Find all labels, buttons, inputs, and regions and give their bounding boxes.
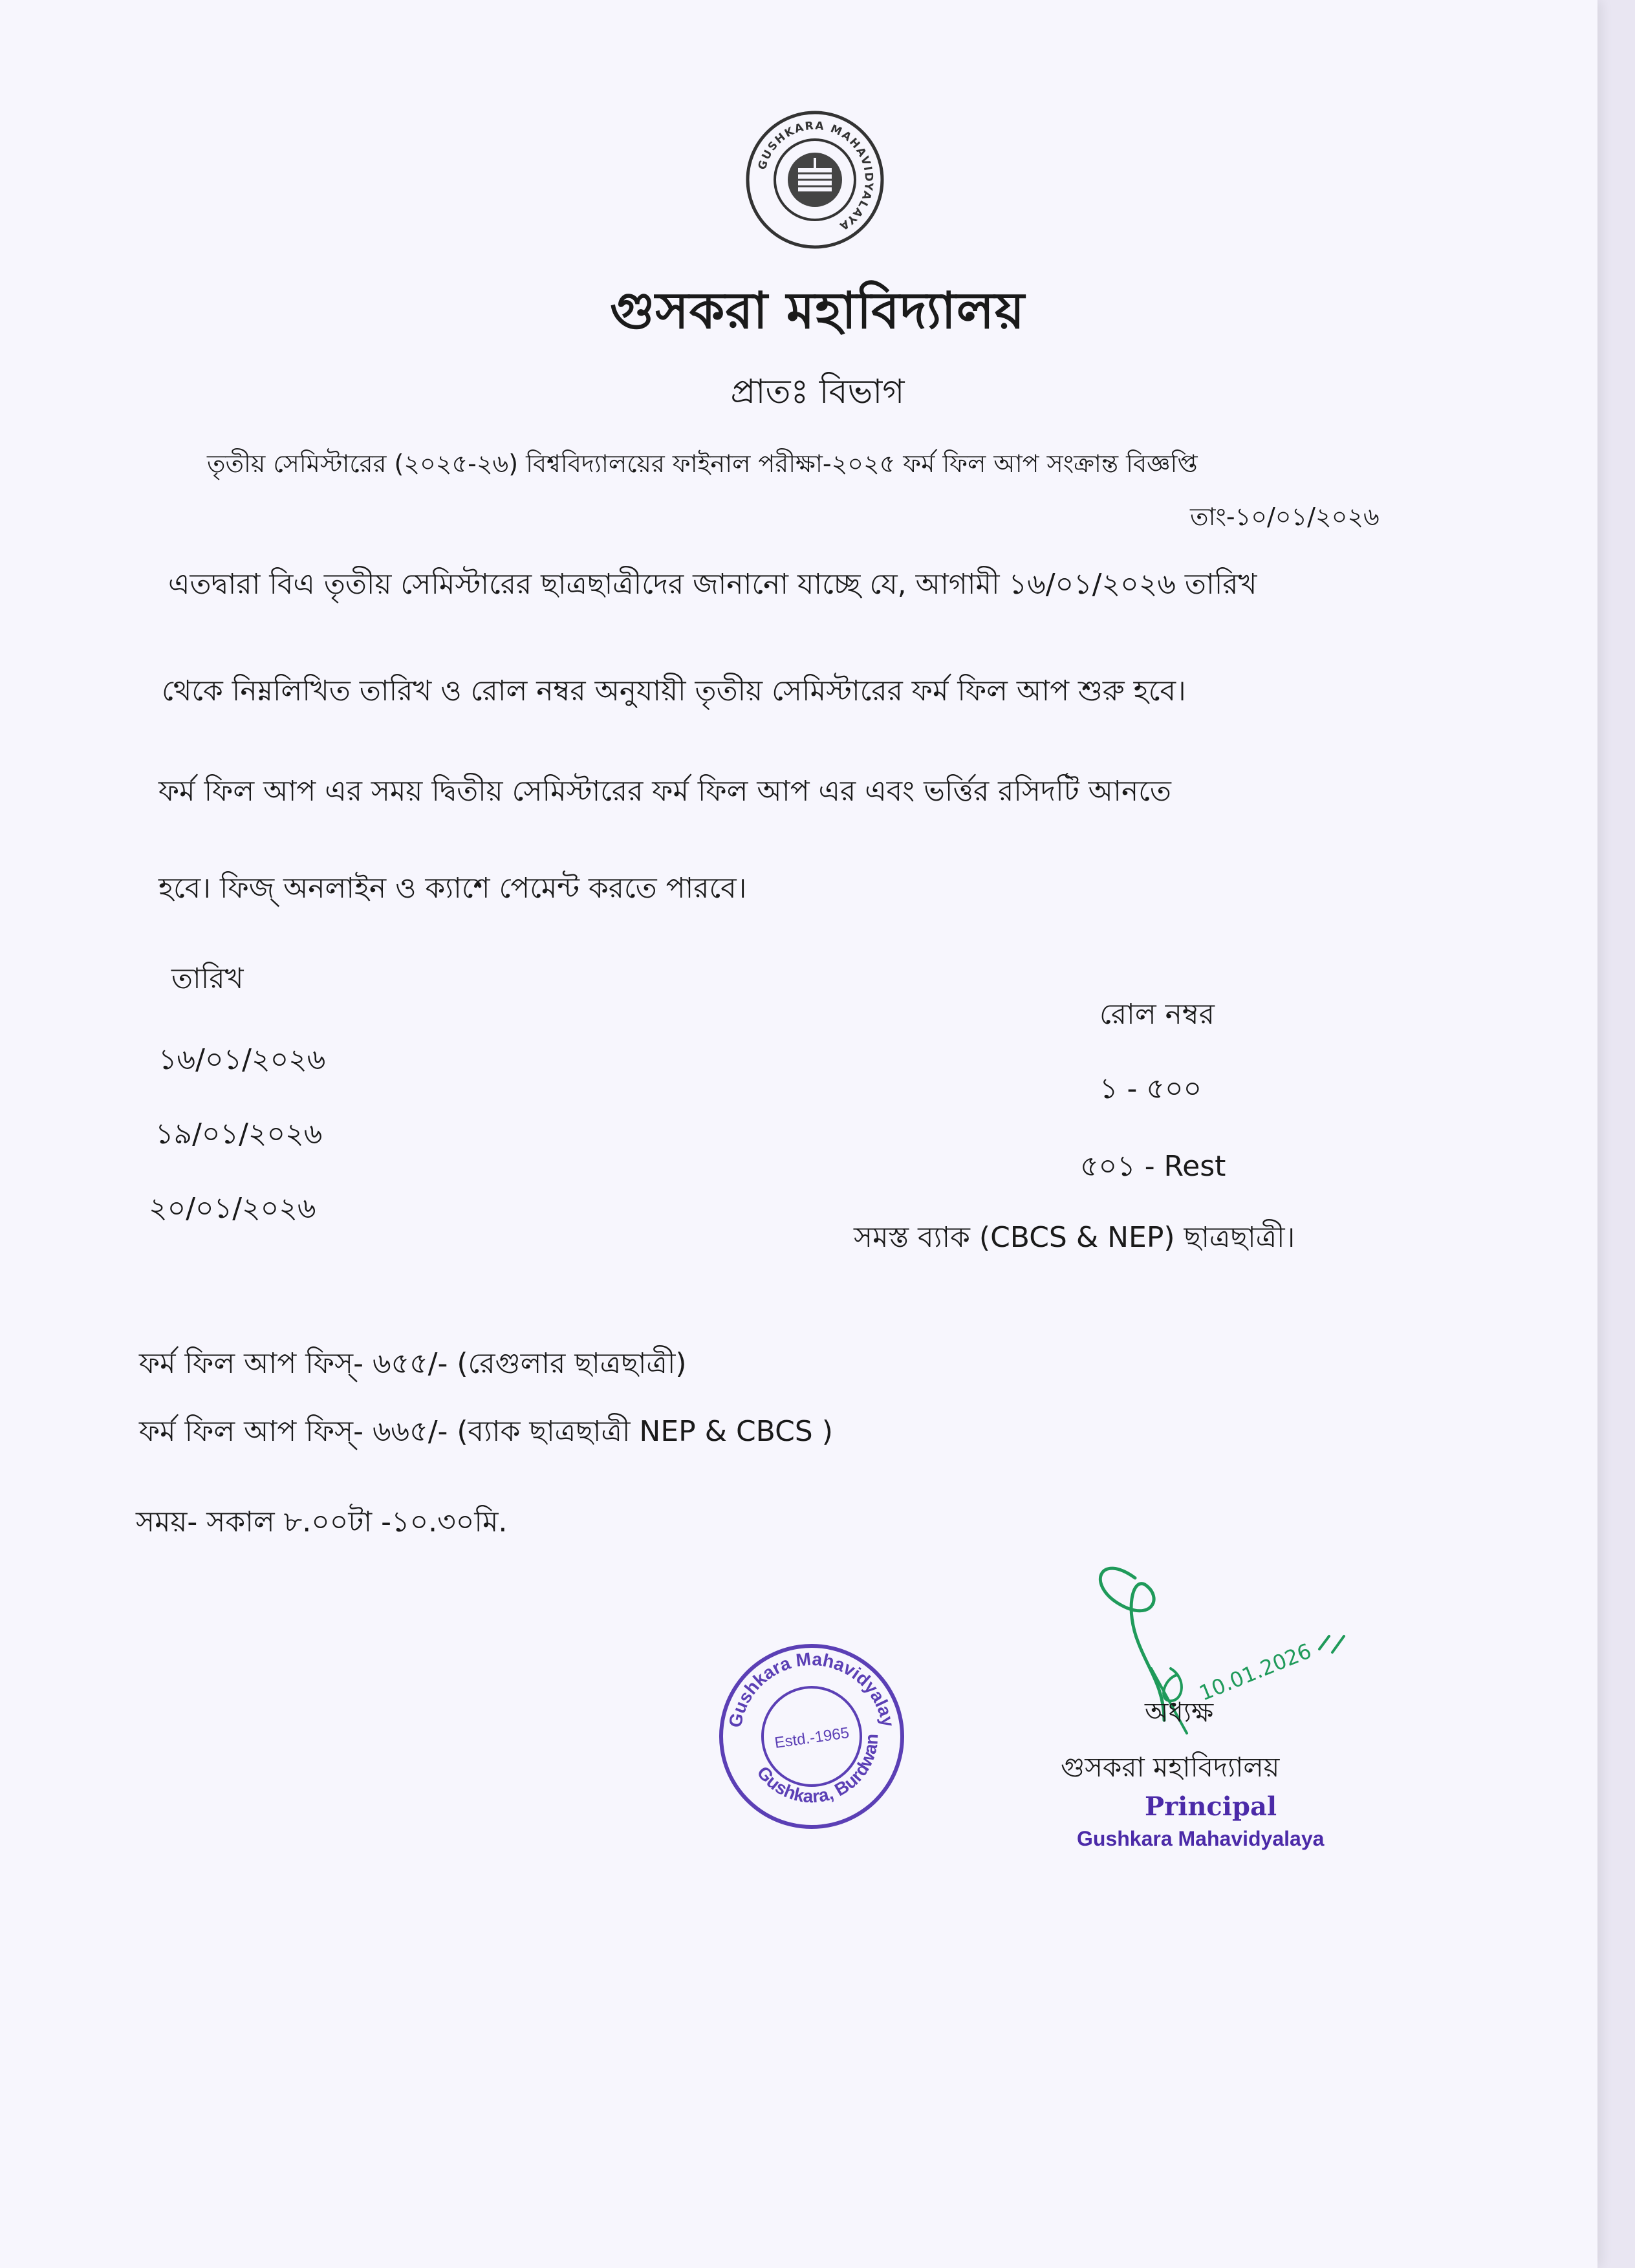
logo-ring-text: GUSHKARA MAHAVIDYALAYA xyxy=(755,119,876,233)
college-name-title: গুসকরা মহাবিদ্যালয় xyxy=(610,282,1025,340)
notice-date: তাং-১০/০১/২০২৬ xyxy=(1190,502,1380,531)
principal-signature xyxy=(1074,1539,1378,1740)
schedule-date-1: ১৬/০১/২০২৬ xyxy=(158,1043,326,1076)
stamp-bottom-text: Gushkara, Burdwan xyxy=(753,1733,882,1807)
body-line-1: এতদ্বারা বিএ তৃতীয় সেমিস্টারের ছাত্রছাত্রীদের জানানো যাচ্ছে যে, আগামী ১৬/০১/২০২৬ তারিখ xyxy=(168,568,1257,601)
fee-regular: ফর্ম ফিল আপ ফিস্- ৬৫৫/- (রেগুলার ছাত্রছাত্রী) xyxy=(139,1347,687,1380)
schedule-roll-1: ১ - ৫০০ xyxy=(1099,1072,1202,1105)
signature-date: 10.01.2026 xyxy=(1195,1638,1315,1706)
schedule-roll-3: সমস্ত ব্যাক (CBCS & NEP) ছাত্রছাত্রী। xyxy=(854,1221,1295,1254)
timing: সময়- সকাল ৮.০০টা -১০.৩০মি. xyxy=(136,1506,508,1539)
body-line-3: ফর্ম ফিল আপ এর সময় দ্বিতীয় সেমিস্টারের ফর্ম ফিল আপ এর এবং ভর্ত্তির রসিদটি আনতে xyxy=(158,775,1171,808)
fee-back: ফর্ম ফিল আপ ফিস্- ৬৬৫/- (ব্যাক ছাত্রছাত্রী NEP & CBCS ) xyxy=(139,1415,833,1448)
body-line-4: হবে। ফিজ্ অনলাইন ও ক্যাশে পেমেন্ট করতে পারবে। xyxy=(158,872,747,905)
college-logo xyxy=(744,109,886,251)
date-column-header: তারিখ xyxy=(171,962,244,995)
notice-subject: তৃতীয় সেমিস্টারের (২০২৫-২৬) বিশ্ববিদ্যালয়ের ফাইনাল পরীক্ষা-২০২৫ ফর্ম ফিল আপ সংক্রান্ত বিজ্ঞপ্তি xyxy=(207,449,1198,478)
schedule-date-3: ২০/০১/২০২৬ xyxy=(149,1192,316,1225)
schedule-roll-2: ৫০১ - Rest xyxy=(1080,1150,1226,1183)
department-title: প্রাতঃ বিভাগ xyxy=(730,373,905,411)
roll-column-header: রোল নম্বর xyxy=(1099,998,1215,1031)
college-round-stamp xyxy=(715,1639,909,1833)
schedule-date-2: ১৯/০১/২০২৬ xyxy=(155,1118,323,1150)
principal-seal-title: Principal xyxy=(1145,1791,1277,1822)
principal-seal-college: Gushkara Mahavidyalaya xyxy=(1077,1827,1325,1850)
principal-college: গুসকরা মহাবিদ্যালয় xyxy=(1061,1751,1280,1783)
body-line-2: থেকে নিম্নলিখিত তারিখ ও রোল নম্বর অনুযায়ী তৃতীয় সেমিস্টারের ফর্ম ফিল আপ শুরু হবে। xyxy=(162,675,1186,707)
stamp-top-text: Gushkara Mahavidyalaya xyxy=(724,1648,898,1729)
principal-designation: অধ্যক্ষ xyxy=(1145,1696,1214,1728)
stamp-center-text: Estd.-1965 xyxy=(773,1724,850,1752)
